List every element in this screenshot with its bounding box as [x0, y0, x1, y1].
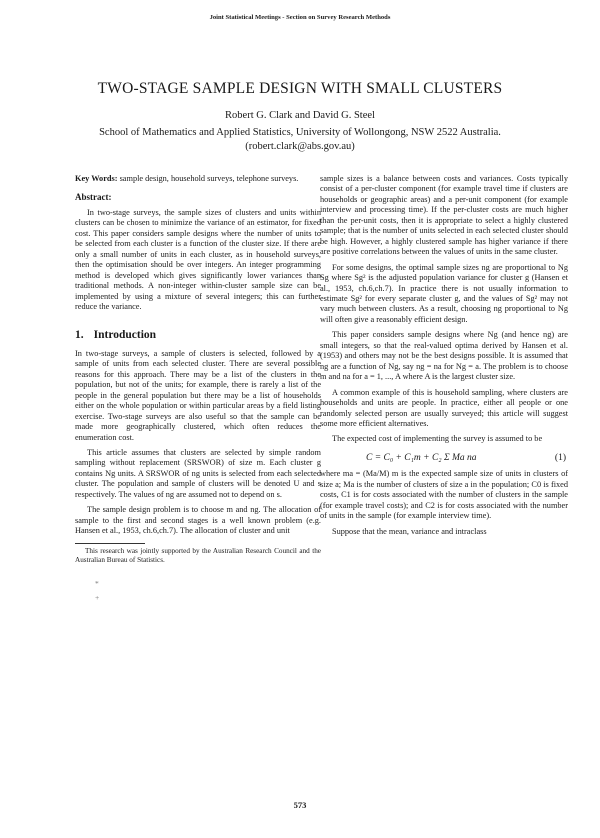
keywords: [75, 174, 321, 184]
equation: [320, 453, 568, 463]
paragraph: The sample design problem is to choose m and ng. The allocation of sample to the first and second stages is a well known problem (e.g. Hansen et al., 1953, ch.6,ch.7). The allocation of cluster and unit: [75, 505, 321, 536]
footnote-mark: +: [95, 592, 100, 602]
paragraph: The expected cost of implementing the survey is assumed to be: [332, 434, 543, 444]
paragraph: This paper considers sample designs where Ng (and hence ng) are small integers, so that the real-valued optima derived by Hansen et al. (1953) and others may not be the best designs possible. It is assumed that ng are a function of Ng, say ng = na for Ng = a. The problem is to choose m and na for a = 1, ..., A where A is the largest cluster size.: [320, 330, 568, 382]
abstract-text: In two-stage surveys, the sample sizes of clusters and units within clusters can be chosen to minimize the variance of an estimator, for fixed cost. This paper considers sample designs where the number of units to be selected from each cluster is a function of the cluster size. If there are only a small number of units in each cluster, as in household surveys, then the optimisation should be over integers. An integer programming method is developed which gives significantly lower variances than traditional methods. A non-integer within-cluster sample size can be implemented by using a mixture of several integers; this can further reduce the variance.: [75, 207, 321, 311]
affiliation: School of Mathematics and Applied Statistics, University of Wollongong, NSW 2522 Australia.: [99, 127, 501, 138]
section-heading: [75, 330, 321, 340]
email: (robert.clark@abs.gov.au): [245, 140, 355, 152]
paragraph: where ma = (Ma/M) m is the expected sample size of units in clusters of size a; Ma is the number of clusters of size a in the population; C0 is fixed costs, C1 is for costs associated with the number of clusters in the sample (for example travel costs); and C2 is for costs associated with the number of units in the sample (for example interview time).: [320, 469, 568, 521]
affiliation-block: [0, 126, 600, 153]
footnote-marks: [75, 577, 321, 605]
paragraph: For some designs, the optimal sample sizes ng are proportional to Ng Sg where Sg² is the adjusted population variance for cluster g (Hansen et al., 1953, ch.6,ch.7). In practice there is not usually information to estimate Sg² for every separate cluster g, and the values of Sg² may not vary much between clusters. As a result, choosing ng proportional to Ng will often give a reasonably efficient design.: [320, 262, 568, 324]
section-number: 1.: [75, 329, 84, 342]
equation-number: (1): [554, 452, 566, 463]
footnote-mark: *: [95, 578, 99, 588]
paragraph: sample sizes is a balance between costs and variances. Costs typically consist of a per-cluster component (for example travel time if clusters are households or geographic areas) and a per-unit component (for example interview and processing time). If the per-cluster costs are much higher than the per-unit costs, then it is appropriate to select a highly clustered sample; that is the number of units selected in each selected cluster should be high. However, a highly clustered sample has higher variance if there are positive correlations between the values of units in the same cluster.: [320, 174, 568, 257]
left-column: [75, 174, 321, 605]
paragraph: A common example of this is household sampling, where clusters are households and units are people. In practice, either all people or one randomly selected person are usually surveyed; this article will suggest some more efficient alternatives.: [320, 387, 568, 428]
keywords-text: sample design, household surveys, telephone surveys.: [117, 174, 299, 183]
paper-title: TWO-STAGE SAMPLE DESIGN WITH SMALL CLUSTERS: [97, 80, 503, 97]
keywords-label: Key Words:: [75, 174, 118, 183]
section-title: Introduction: [93, 329, 157, 342]
page-number: 573: [293, 800, 307, 810]
equation-body: C = C₀ + C₁m + C₂ Σ Ma na: [366, 452, 477, 463]
paragraph: Suppose that the mean, variance and intraclass: [332, 526, 487, 536]
paragraph: This article assumes that clusters are selected by simple random sampling without replacement (SRSWOR) of size m. Each cluster g contains Ng units. A SRSWOR of ng units is selected from each selected cluster. The population and sample of clusters will be denoted U and s respectively. The values of ng are assumed not to depend on s.: [75, 447, 321, 499]
authors: Robert G. Clark and David G. Steel: [225, 110, 375, 121]
footnote-rule: [75, 543, 145, 544]
right-column: [320, 174, 568, 537]
footnote: This research was jointly supported by the Australian Research Council and the Australian Bureau of Statistics.: [75, 546, 321, 564]
abstract-heading: Abstract:: [75, 192, 112, 203]
paragraph: In two-stage surveys, a sample of clusters is selected, followed by a sample of units from each selected cluster. There are several possible reasons for this approach. There may be a list of the clusters in the population, but not of the units; for example, there is rarely a list of the people in the general population but there may be a list of households either on the whole population or within particular areas by a field listing exercise. Two-stage surveys are also useful so that the sample can be made more geographically clustered, which often reduces the enumeration cost.: [75, 348, 321, 442]
running-head: Joint Statistical Meetings - Section on Survey Research Methods: [209, 14, 391, 21]
